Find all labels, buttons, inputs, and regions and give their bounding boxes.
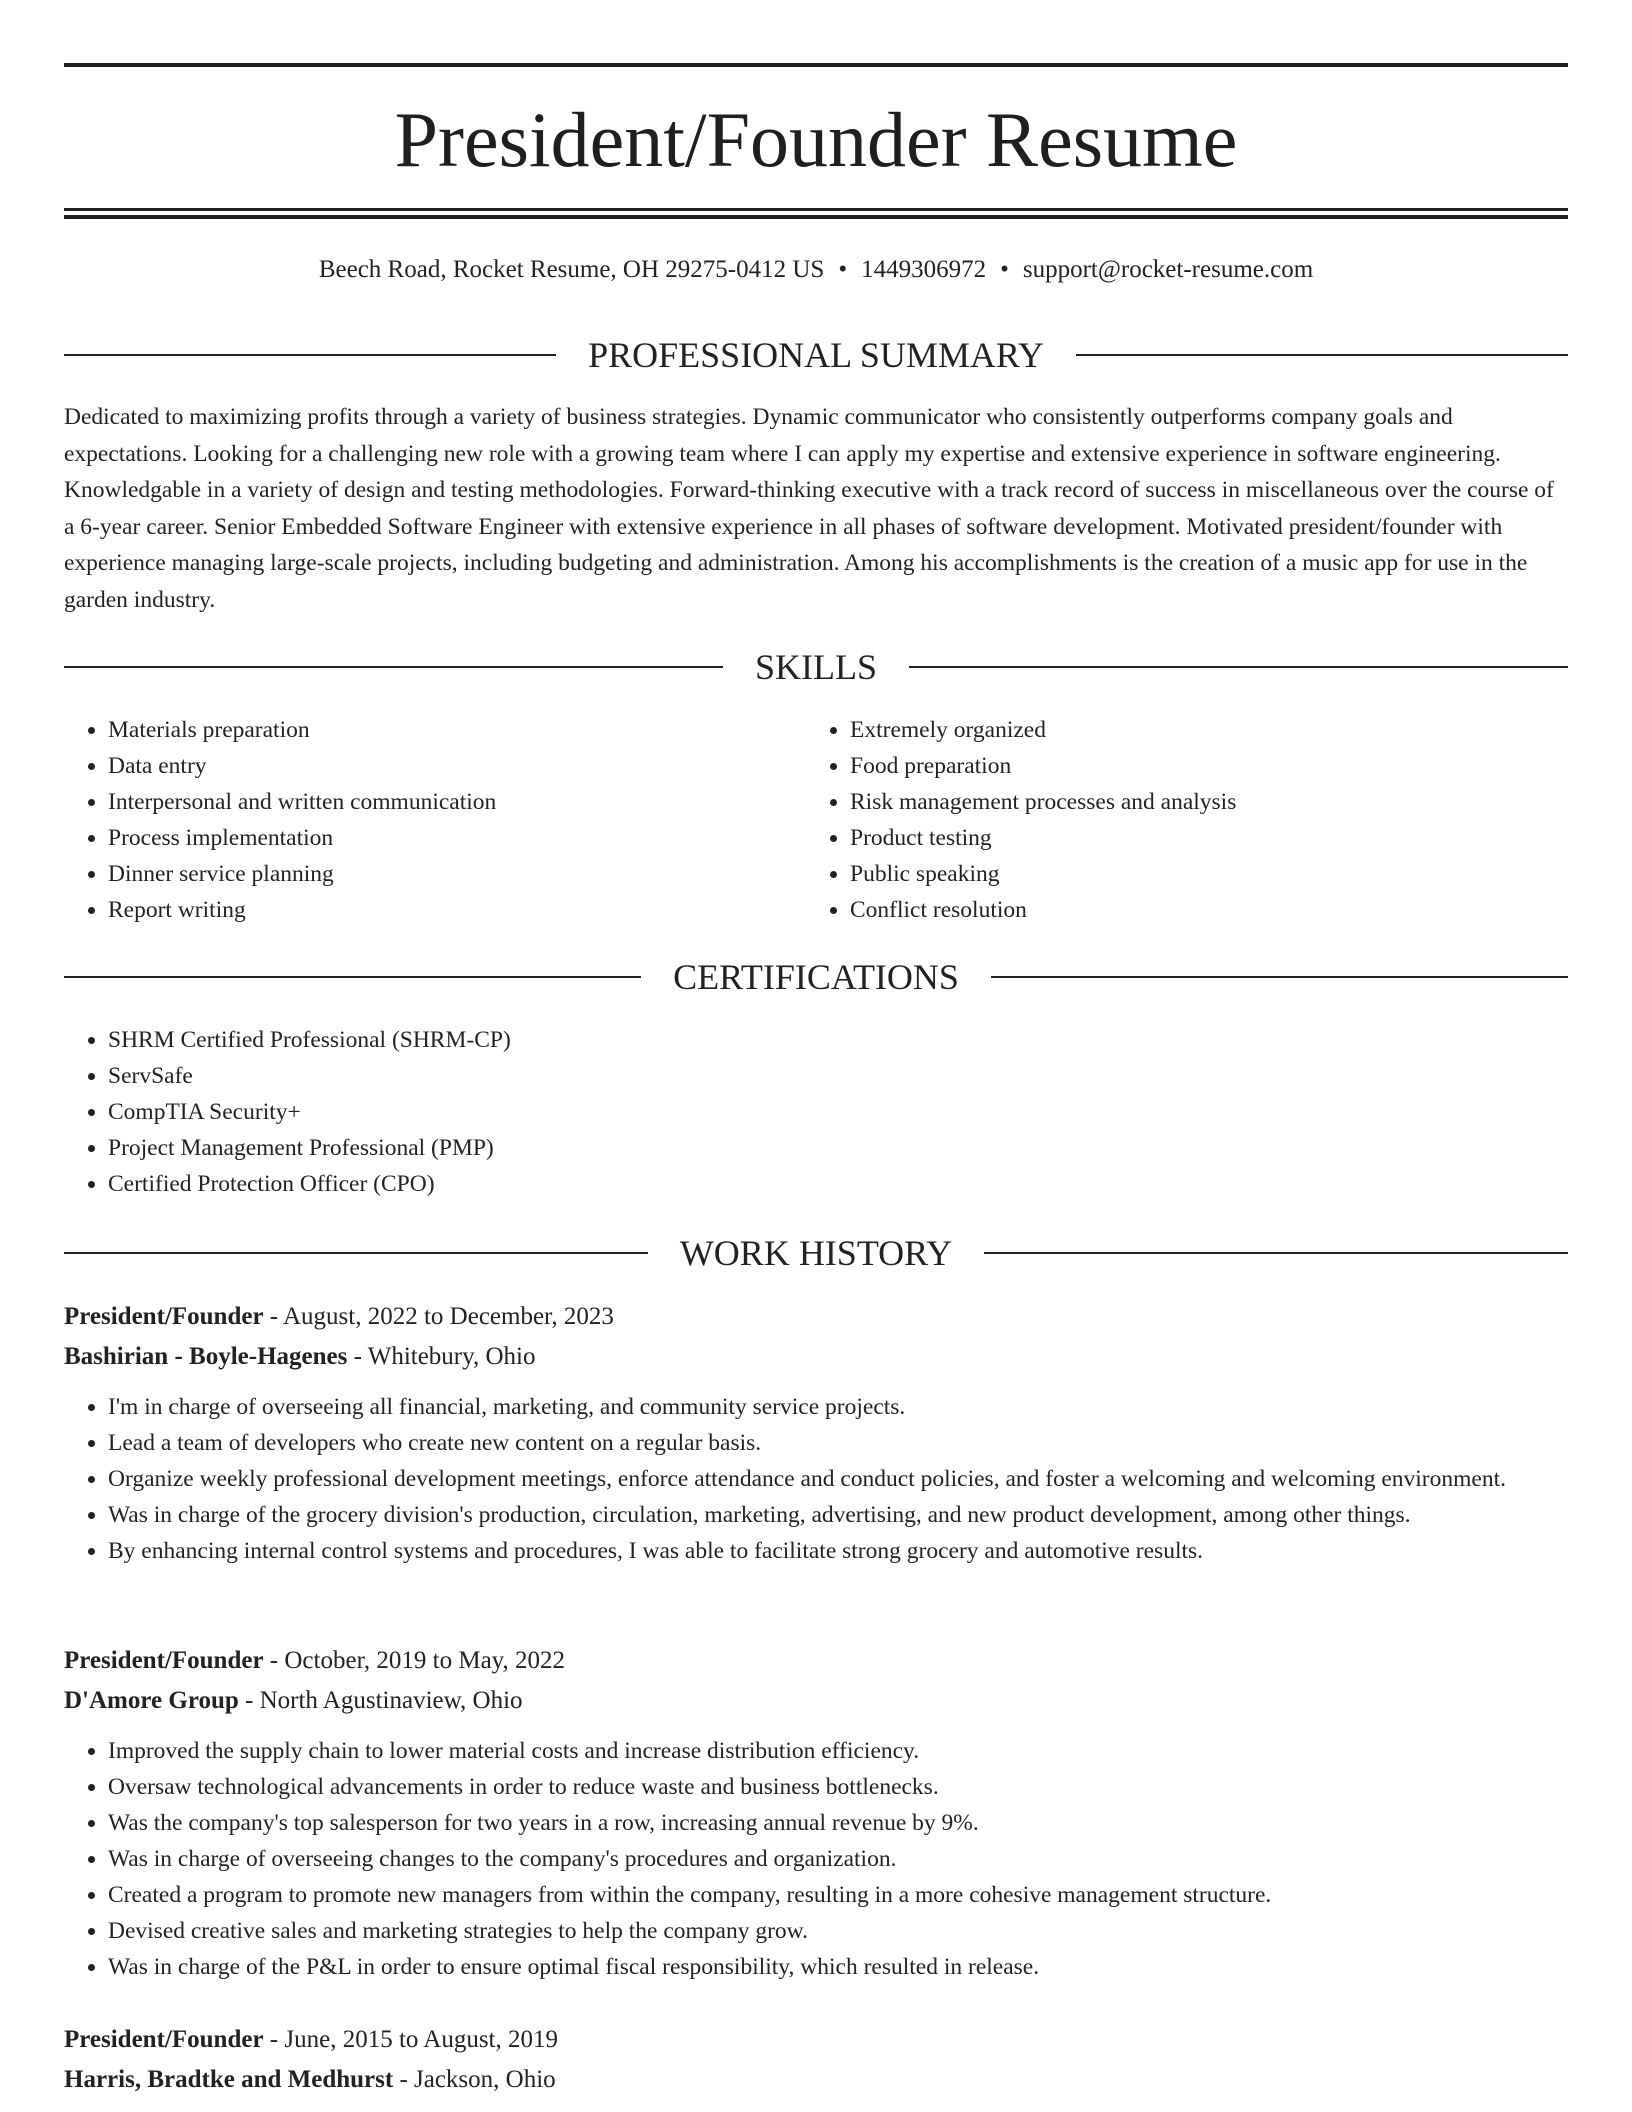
certification-item: • SHRM Certified Professional (SHRM-CP) (108, 1022, 1568, 1058)
job-dates: - October, 2019 to May, 2022 (263, 1647, 566, 1674)
skill-item: • Extremely organized (850, 712, 1550, 748)
job-bullet: • Was the company's top salesperson for two years in a row, increasing annual revenue by 9%. (108, 1805, 1568, 1841)
job-company: D'Amore Group (64, 1687, 239, 1714)
skill-item: • Materials preparation (108, 712, 808, 748)
job-bullet: • I'm in charge of overseeing all financial, marketing, and community service projects. (108, 1389, 1568, 1425)
job-bullets (64, 1389, 1568, 1569)
heading-rule (64, 666, 723, 668)
resume-title: President/Founder Resume (394, 96, 1238, 183)
contact-address: Beech Road, Rocket Resume, OH 29275-0412 US (318, 256, 825, 283)
job-bullet: • Organize weekly professional development meetings, enforce attendance and conduct policies, and foster a welcoming and welcoming environment. (108, 1461, 1568, 1497)
job-company: Harris, Bradtke and Medhurst (64, 2066, 394, 2093)
job-bullet: • Lead a team of developers who create new content on a regular basis. (108, 1425, 1568, 1461)
contact-line (64, 252, 1568, 288)
work-history-heading-label: WORK HISTORY (679, 1233, 953, 1273)
job-location: - Jackson, Ohio (393, 2066, 556, 2093)
skill-item: • Report writing (108, 892, 808, 928)
certifications-heading-label: CERTIFICATIONS (673, 957, 959, 997)
heading-rule (909, 666, 1568, 668)
job-entry (64, 1641, 1568, 1985)
certifications-heading (64, 955, 1568, 999)
skill-item: • Public speaking (850, 856, 1550, 892)
certification-item: • ServSafe (108, 1058, 1568, 1094)
skills-list-right (806, 712, 1550, 928)
job-company: Bashirian - Boyle-Hagenes (64, 1343, 348, 1370)
heading-rule (64, 976, 641, 978)
summary-heading (64, 333, 1568, 377)
skill-item: • Food preparation (850, 748, 1550, 784)
certification-item: • Project Management Professional (PMP) (108, 1130, 1568, 1166)
job-title: President/Founder (64, 1647, 264, 1674)
job-title-line (64, 1297, 1568, 1337)
certifications-list (64, 1022, 1568, 1202)
job-dates: - August, 2022 to December, 2023 (263, 1303, 614, 1330)
heading-rule (64, 354, 556, 356)
job-location: - North Agustinaview, Ohio (238, 1687, 523, 1714)
skill-item: • Risk management processes and analysis (850, 784, 1550, 820)
heading-rule (984, 1252, 1568, 1254)
certification-item: • Certified Protection Officer (CPO) (108, 1166, 1568, 1202)
title-rule-upper (64, 208, 1568, 211)
job-bullet: • Created a program to promote new managers from within the company, resulting in a more cohesive management structure. (108, 1877, 1568, 1913)
job-company-line (64, 1337, 1568, 1377)
job-company-line (64, 1681, 1568, 1721)
job-title-line (64, 2020, 1568, 2060)
job-title: President/Founder (64, 1303, 264, 1330)
skill-item: • Interpersonal and written communication (108, 784, 808, 820)
job-bullet: • Improved the supply chain to lower material costs and increase distribution efficiency. (108, 1733, 1568, 1769)
summary-text: Dedicated to maximizing profits through a variety of business strategies. Dynamic communicator who consistently outperforms company goals and expectations. Looking for a challenging new role with a growing team where I can apply my expertise and extensive experience in software engineering. Knowledgable in a variety of design and testing methodologies. Forward-thinking executive with a track record of success in miscellaneous over the course of a 6-year career. Senior Embedded Software Engineer with extensive experience in all phases of software development. Motivated president/founder with experience managing large-scale projects, including budgeting and administration. Among his accomplishments is the creation of a music app for use in the garden industry. (64, 404, 1554, 613)
top-rule (64, 63, 1568, 67)
job-location: - Whitebury, Ohio (347, 1343, 536, 1370)
job-company-line (64, 2060, 1568, 2100)
title-rule-lower (64, 215, 1568, 219)
job-bullet: • Was in charge of the P&L in order to ensure optimal fiscal responsibility, which resulted in release. (108, 1949, 1568, 1985)
job-bullet: • Was in charge of the grocery division's production, circulation, marketing, advertising, and new product development, among other things. (108, 1497, 1568, 1533)
skill-item: • Process implementation (108, 820, 808, 856)
certification-item: • CompTIA Security+ (108, 1094, 1568, 1130)
heading-rule (1076, 354, 1568, 356)
job-title-line (64, 1641, 1568, 1681)
heading-rule (64, 1252, 648, 1254)
job-entry (64, 2020, 1568, 2100)
skill-item: • Dinner service planning (108, 856, 808, 892)
contact-phone: 1449306972 (861, 256, 987, 283)
job-entry (64, 1297, 1568, 1569)
job-bullets (64, 1733, 1568, 1985)
skills-list-left (64, 712, 808, 928)
job-dates: - June, 2015 to August, 2019 (263, 2026, 558, 2053)
heading-rule (991, 976, 1568, 978)
summary-heading-label: PROFESSIONAL SUMMARY (588, 335, 1044, 375)
skills-heading-label: SKILLS (755, 647, 878, 687)
job-bullet: • By enhancing internal control systems and procedures, I was able to facilitate strong grocery and automotive results. (108, 1533, 1568, 1569)
contact-email: support@rocket-resume.com (1022, 256, 1314, 283)
skill-item: • Data entry (108, 748, 808, 784)
skill-item: • Product testing (850, 820, 1550, 856)
job-bullet: • Oversaw technological advancements in order to reduce waste and business bottlenecks. (108, 1769, 1568, 1805)
job-bullet: • Was in charge of overseeing changes to the company's procedures and organization. (108, 1841, 1568, 1877)
contact-separator: • (1000, 256, 1009, 283)
contact-separator: • (838, 256, 848, 283)
skills-heading (64, 645, 1568, 689)
skill-item: • Conflict resolution (850, 892, 1550, 928)
job-bullet: • Devised creative sales and marketing strategies to help the company grow. (108, 1913, 1568, 1949)
work-history-heading (64, 1231, 1568, 1275)
job-title: President/Founder (64, 2026, 264, 2053)
